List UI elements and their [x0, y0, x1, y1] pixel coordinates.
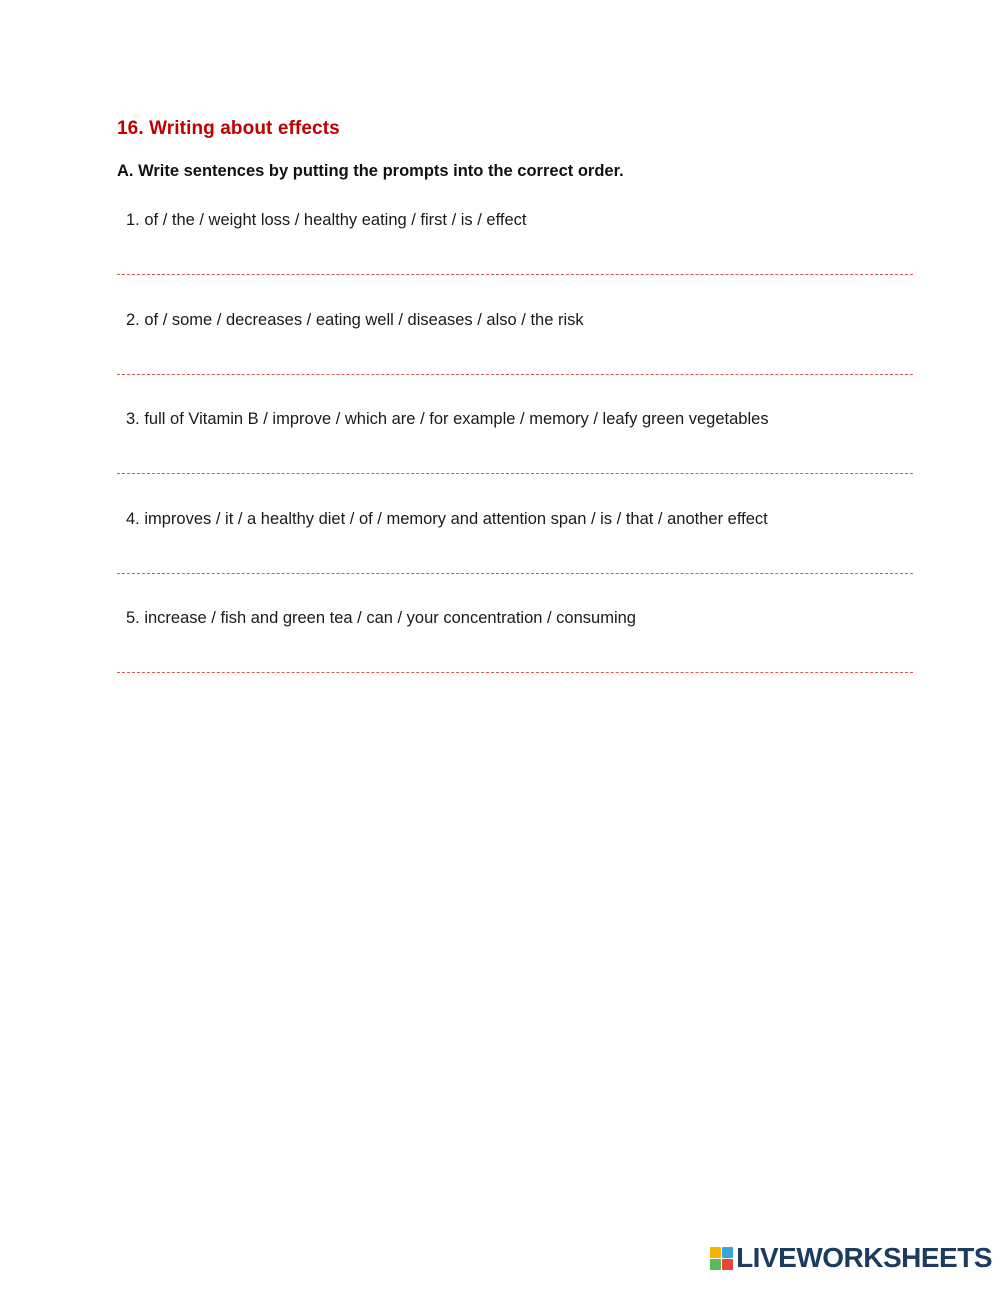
instructions: A. Write sentences by putting the prompts into the correct order. — [117, 162, 624, 180]
answer-line[interactable] — [117, 274, 913, 275]
question-item — [117, 510, 913, 590]
question-item — [117, 609, 913, 689]
logo-blocks-icon — [710, 1247, 733, 1270]
answer-line[interactable] — [117, 374, 913, 375]
question-item — [117, 410, 913, 490]
question-prompt: 4. improves / it / a healthy diet / of / memory and attention span / is / that / another effect — [126, 510, 768, 528]
question-item — [117, 311, 913, 391]
question-item — [117, 211, 913, 291]
answer-line[interactable] — [117, 473, 913, 474]
question-prompt: 1. of / the / weight loss / healthy eating / first / is / effect — [126, 211, 527, 229]
answer-line[interactable] — [117, 573, 913, 574]
question-prompt: 5. increase / fish and green tea / can / your concentration / consuming — [126, 609, 636, 627]
liveworksheets-logo — [710, 1243, 992, 1273]
answer-line[interactable] — [117, 672, 913, 673]
section-title: 16. Writing about effects — [117, 118, 340, 139]
logo-text: LIVEWORKSHEETS — [736, 1242, 992, 1273]
question-prompt: 3. full of Vitamin B / improve / which are / for example / memory / leafy green vegetables — [126, 410, 769, 428]
question-prompt: 2. of / some / decreases / eating well / diseases / also / the risk — [126, 311, 584, 329]
